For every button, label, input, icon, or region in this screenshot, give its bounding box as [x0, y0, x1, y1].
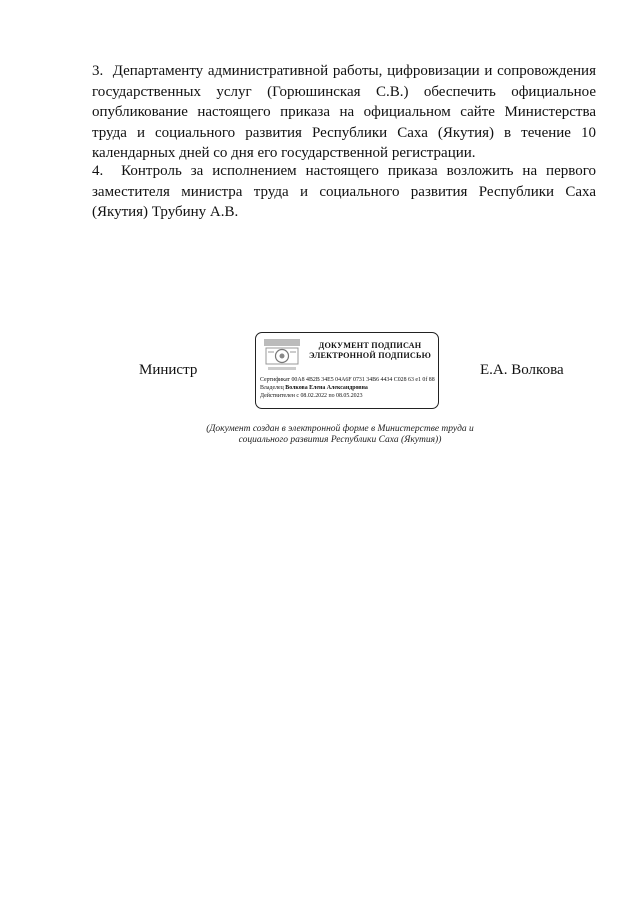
- validity-label: Действителен: [260, 393, 295, 399]
- owner-label: Владелец: [260, 385, 284, 391]
- certificate-label: Сертификат: [260, 377, 290, 383]
- certificate-value: 00A8 4B2B 34E5 04A6F 0731 34B6 4434 C028 63 e1 0f 88: [291, 377, 435, 383]
- validity-value: с 08.02.2022 по 08.05.2023: [296, 393, 363, 399]
- paragraph-4: 4. Контроль за исполнением настоящего приказа возложить на первого заместителя министра труда и социального развития Республики Саха (Якутия) Трубину А.В.: [92, 163, 596, 220]
- stamp-validity: [260, 392, 438, 400]
- electronic-signature-stamp: [255, 332, 439, 409]
- signer-role: Министр: [139, 362, 198, 378]
- electronic-document-note: [160, 424, 520, 446]
- stamp-owner: [260, 384, 438, 392]
- note-line-2: социального развития Республики Саха (Якутия)): [238, 435, 442, 445]
- emblem-icon: [262, 338, 302, 372]
- stamp-title: [304, 341, 436, 361]
- note-line-1: (Документ создан в электронной форме в Министерстве труда и: [206, 424, 474, 434]
- stamp-title-line-1: ДОКУМЕНТ ПОДПИСАН: [318, 341, 422, 350]
- stamp-title-line-2: ЭЛЕКТРОННОЙ ПОДПИСЬЮ: [308, 351, 432, 360]
- paragraph-3: 3. Департаменту административной работы, цифровизации и сопровождения государственных услуг (Горюшинская С.В.) обеспечить официальное опубликование настоящего приказа на официальном сайте Министерства труда и социального развития Республики Саха (Якутия) в течение 10 календарных дней со дня его государственной регистрации.: [92, 63, 596, 161]
- signature-block: [0, 332, 640, 412]
- signer-name: Е.А. Волкова: [480, 362, 564, 378]
- owner-value: Волкова Елена Александровна: [285, 385, 368, 391]
- stamp-details: [260, 376, 438, 400]
- stamp-certificate: [260, 376, 438, 384]
